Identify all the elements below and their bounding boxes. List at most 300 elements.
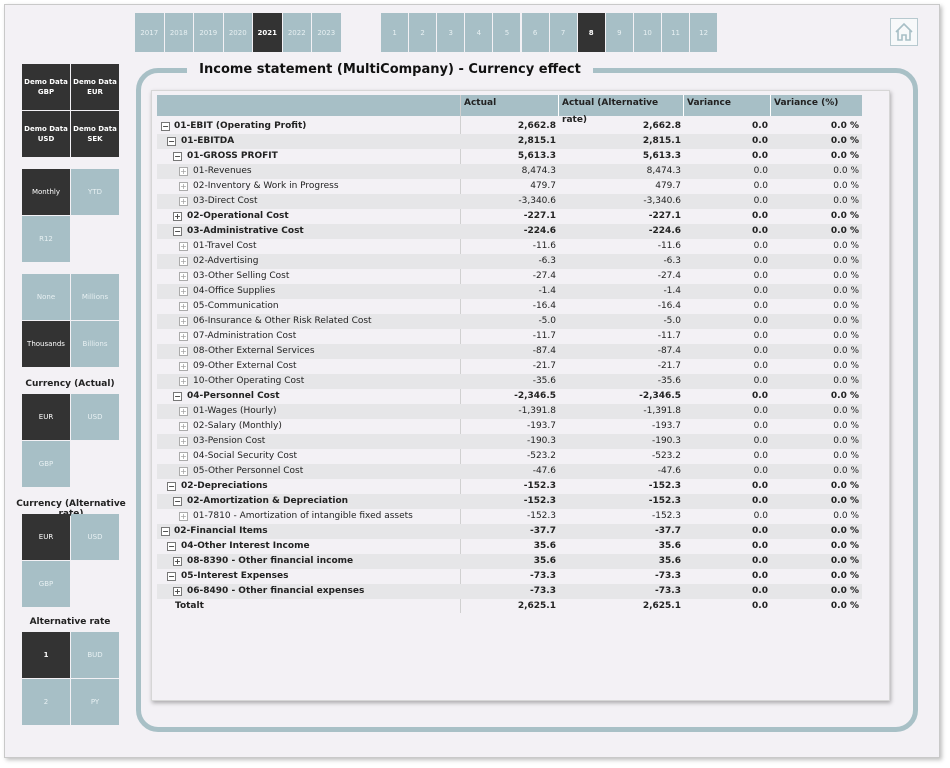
variance-pct-value: 0.0 % [830, 226, 859, 236]
scale-billions-tile[interactable] [71, 321, 119, 367]
alt-rate-1-tile[interactable] [22, 632, 70, 678]
month-label: 7 [560, 28, 566, 37]
row-label-cell [157, 254, 461, 269]
actual-value: -73.3 [530, 571, 556, 581]
row-label-cell [157, 524, 461, 539]
company-gbp-tile[interactable] [22, 64, 70, 110]
company-eur-line2: EUR [87, 88, 103, 96]
collapse-icon[interactable]: − [162, 122, 169, 131]
actual-value: -152.3 [523, 496, 556, 506]
company-usd-line2: USD [37, 135, 55, 143]
table-row [157, 314, 862, 329]
actual-alt-value: -523.2 [651, 451, 681, 461]
month-tile-2[interactable] [409, 13, 436, 52]
actual-value: -193.7 [526, 421, 556, 431]
expand-icon[interactable]: + [180, 287, 187, 296]
actual-value: -152.3 [523, 481, 556, 491]
company-eur-line1: Demo Data [73, 78, 117, 86]
actual-value: -16.4 [532, 301, 556, 311]
collapse-icon[interactable]: − [168, 542, 175, 551]
expand-icon[interactable]: + [180, 362, 187, 371]
variance-value: 0.0 [753, 196, 768, 206]
currency-actual-eur-tile[interactable] [22, 394, 70, 440]
month-tile-7[interactable] [550, 13, 577, 52]
row-label: 09-Other External Cost [193, 361, 297, 371]
actual-alt-value: -152.3 [651, 511, 681, 521]
year-tile-2019[interactable] [194, 13, 223, 52]
company-usd-tile[interactable] [22, 111, 70, 157]
row-label: 03-Pension Cost [193, 436, 266, 446]
row-label: 03-Other Selling Cost [193, 271, 290, 281]
expand-icon[interactable]: + [180, 317, 187, 326]
variance-value: 0.0 [752, 211, 768, 221]
variance-pct-value: 0.0 % [830, 556, 859, 566]
actual-value: -227.1 [523, 211, 556, 221]
month-label: 4 [476, 28, 482, 37]
row-label-cell [157, 269, 461, 284]
scale-none-label: None [36, 293, 56, 301]
year-tile-2022[interactable] [283, 13, 312, 52]
row-label: 01-Revenues [193, 166, 252, 176]
row-label-cell [157, 194, 461, 209]
alt-rate-2-tile[interactable] [22, 679, 70, 725]
table-row [157, 434, 862, 449]
period-ytd-label: YTD [88, 188, 102, 196]
row-label: 01-EBITDA [181, 136, 235, 146]
row-label-cell [157, 494, 461, 509]
row-label-cell [157, 599, 461, 614]
company-usd-line1: Demo Data [24, 125, 68, 133]
expand-icon[interactable]: + [180, 422, 187, 431]
row-label-cell [157, 149, 461, 164]
year-tile-2017[interactable] [135, 13, 164, 52]
row-label-cell [157, 119, 461, 134]
expand-icon[interactable]: + [180, 467, 187, 476]
month-tile-11[interactable] [662, 13, 689, 52]
actual-alt-value: 2,625.1 [642, 601, 681, 611]
month-tile-4[interactable] [465, 13, 492, 52]
variance-pct-value: 0.0 % [830, 481, 859, 491]
year-tile-2023[interactable] [312, 13, 341, 52]
expand-icon[interactable]: + [180, 272, 187, 281]
row-label-cell [157, 449, 461, 464]
actual-value: -6.3 [538, 256, 556, 266]
expand-icon[interactable]: + [180, 347, 187, 356]
column-header-label[interactable] [157, 95, 461, 116]
year-label: 2018 [169, 28, 188, 37]
company-gbp-line2: GBP [37, 88, 55, 96]
row-label: 07-Administration Cost [193, 331, 297, 341]
expand-icon[interactable]: + [180, 377, 187, 386]
currency-actual-eur-label: EUR [38, 413, 54, 421]
variance-pct-value: 0.0 % [833, 316, 859, 326]
alt-rate-2-label: 2 [43, 698, 49, 706]
month-tile-8[interactable] [578, 13, 605, 52]
actual-alt-value: -193.7 [651, 421, 681, 431]
actual-alt-value: 8,474.3 [646, 166, 681, 176]
currency-actual-label: Currency (Actual) [25, 379, 115, 389]
row-label-cell [157, 284, 461, 299]
actual-alt-value: -37.7 [655, 526, 681, 536]
row-label: 02-Salary (Monthly) [193, 421, 282, 431]
row-label: 05-Other Personnel Cost [193, 466, 304, 476]
currency-alt-gbp-tile[interactable] [22, 561, 70, 607]
row-label: 03-Direct Cost [193, 196, 258, 206]
year-label: 2021 [257, 28, 277, 37]
currency-alt-gbp-label: GBP [38, 580, 54, 588]
period-r12-label: R12 [39, 235, 53, 243]
table-row [157, 164, 862, 179]
variance-pct-value: 0.0 % [830, 121, 859, 131]
collapse-icon[interactable]: − [168, 482, 175, 491]
row-label-cell [157, 209, 461, 224]
expand-icon[interactable]: + [180, 452, 187, 461]
row-label-cell [157, 299, 461, 314]
row-label-cell [157, 404, 461, 419]
row-label: 06-Insurance & Other Risk Related Cost [193, 316, 372, 326]
variance-pct-value: 0.0 % [830, 211, 859, 221]
alt-rate-py-tile[interactable] [71, 679, 119, 725]
expand-icon[interactable]: + [180, 242, 187, 251]
row-label-cell [157, 554, 461, 569]
month-label: 8 [588, 28, 594, 37]
collapse-icon[interactable]: − [174, 392, 181, 401]
actual-alt-value: -5.0 [663, 316, 681, 326]
variance-value: 0.0 [753, 406, 768, 416]
company-eur-tile[interactable] [71, 64, 119, 110]
expand-icon[interactable]: + [180, 257, 187, 266]
variance-pct-value: 0.0 % [830, 541, 859, 551]
actual-alt-value: -227.1 [648, 211, 681, 221]
period-monthly-tile[interactable] [22, 169, 70, 215]
expand-icon[interactable]: + [174, 212, 181, 221]
period-r12-tile[interactable] [22, 216, 70, 262]
row-label: Totalt [175, 601, 204, 611]
actual-value: -37.7 [530, 526, 556, 536]
row-label-cell [157, 329, 461, 344]
variance-pct-value: 0.0 % [833, 511, 859, 521]
month-label: 2 [420, 28, 425, 37]
variance-pct-value: 0.0 % [833, 451, 859, 461]
row-label: 08-8390 - Other financial income [187, 556, 354, 566]
variance-pct-value: 0.0 % [830, 571, 859, 581]
variance-value: 0.0 [752, 571, 768, 581]
month-label: 3 [448, 28, 453, 37]
row-label: 06-8490 - Other financial expenses [187, 586, 365, 596]
row-label-cell [157, 179, 461, 194]
currency-alt-eur-tile[interactable] [22, 514, 70, 560]
variance-value: 0.0 [752, 601, 768, 611]
matrix-body [157, 119, 862, 614]
variance-value: 0.0 [752, 151, 768, 161]
variance-value: 0.0 [753, 241, 768, 251]
variance-value: 0.0 [753, 286, 768, 296]
row-label-cell [157, 374, 461, 389]
scale-thousands-label: Thousands [27, 340, 65, 348]
variance-pct-value: 0.0 % [833, 241, 859, 251]
actual-value: 35.6 [533, 541, 556, 551]
actual-alt-value: -1,391.8 [643, 406, 681, 416]
actual-value: 2,815.1 [517, 136, 556, 146]
period-ytd-tile[interactable] [71, 169, 119, 215]
row-label-cell [157, 389, 461, 404]
actual-alt-value: 5,613.3 [642, 151, 681, 161]
month-tile-1[interactable] [381, 13, 408, 52]
alt-rate-bud-label: BUD [87, 651, 103, 659]
variance-pct-value: 0.0 % [833, 331, 859, 341]
variance-value: 0.0 [752, 481, 768, 491]
row-label-cell [157, 419, 461, 434]
row-label: 02-Advertising [193, 256, 259, 266]
table-row [157, 299, 862, 314]
variance-value: 0.0 [753, 181, 768, 191]
row-label: 02-Operational Cost [187, 211, 289, 221]
month-tile-10[interactable] [634, 13, 661, 52]
home-icon [893, 21, 915, 43]
actual-alt-value: -21.7 [657, 361, 681, 371]
collapse-icon[interactable]: − [168, 572, 175, 581]
variance-value: 0.0 [753, 376, 768, 386]
variance-value: 0.0 [752, 121, 768, 131]
row-label: 04-Personnel Cost [187, 391, 280, 401]
year-tile-2021[interactable] [253, 13, 282, 52]
actual-value: -1,391.8 [518, 406, 556, 416]
variance-value: 0.0 [753, 436, 768, 446]
actual-value: 2,662.8 [517, 121, 556, 131]
actual-value: 35.6 [533, 556, 556, 566]
variance-value: 0.0 [752, 226, 768, 236]
table-row [157, 239, 862, 254]
variance-pct-value: 0.0 % [833, 436, 859, 446]
actual-alt-value: -47.6 [657, 466, 681, 476]
month-tile-3[interactable] [437, 13, 464, 52]
table-row [157, 449, 862, 464]
actual-value: -5.0 [538, 316, 556, 326]
table-row [157, 509, 862, 524]
row-label: 05-Interest Expenses [181, 571, 289, 581]
variance-pct-value: 0.0 % [830, 496, 859, 506]
company-sek-tile[interactable] [71, 111, 119, 157]
expand-icon[interactable]: + [180, 302, 187, 311]
row-label: 01-GROSS PROFIT [187, 151, 278, 161]
actual-alt-value: -6.3 [663, 256, 681, 266]
expand-icon[interactable]: + [174, 587, 181, 596]
actual-value: -35.6 [532, 376, 556, 386]
scale-none-tile[interactable] [22, 274, 70, 320]
variance-value: 0.0 [752, 541, 768, 551]
currency-actual-usd-tile[interactable] [71, 394, 119, 440]
expand-icon[interactable]: + [180, 182, 187, 191]
currency-alt-label: Currency (Alternative [16, 499, 126, 509]
row-label: 02-Depreciations [181, 481, 268, 491]
expand-icon[interactable]: + [180, 332, 187, 341]
row-label-cell [157, 314, 461, 329]
table-row [157, 464, 862, 479]
variance-value: 0.0 [753, 301, 768, 311]
actual-value: -87.4 [532, 346, 556, 356]
actual-alt-value: -87.4 [657, 346, 681, 356]
home-button[interactable] [890, 18, 918, 46]
variance-pct-value: 0.0 % [833, 256, 859, 266]
actual-value: -224.6 [523, 226, 556, 236]
actual-value: 5,613.3 [517, 151, 556, 161]
expand-icon[interactable]: + [180, 167, 187, 176]
actual-value: -73.3 [530, 586, 556, 596]
actual-alt-value: 2,815.1 [642, 136, 681, 146]
table-row [157, 224, 862, 239]
variance-pct-value: 0.0 % [833, 271, 859, 281]
variance-pct-value: 0.0 % [833, 166, 859, 176]
row-label: 01-7810 - Amortization of intangible fixed assets [193, 511, 413, 521]
row-label-cell [157, 239, 461, 254]
company-sek-line1: Demo Data [73, 125, 117, 133]
scale-millions-tile[interactable] [71, 274, 119, 320]
variance-pct-value: 0.0 % [833, 286, 859, 296]
alt-rate-label: Alternative rate [29, 617, 111, 627]
table-row [157, 269, 862, 284]
actual-value: -11.7 [532, 331, 556, 341]
year-tile-2020[interactable] [224, 13, 253, 52]
table-row [157, 479, 862, 494]
row-label-cell [157, 344, 461, 359]
row-label: 04-Office Supplies [193, 286, 276, 296]
month-label: 10 [642, 28, 652, 37]
row-label: 05-Communication [193, 301, 279, 311]
variance-value: 0.0 [752, 496, 768, 506]
variance-value: 0.0 [752, 556, 768, 566]
variance-pct-value: 0.0 % [833, 181, 859, 191]
table-row [157, 539, 862, 554]
collapse-icon[interactable]: − [162, 527, 169, 536]
variance-value: 0.0 [752, 586, 768, 596]
matrix-header [157, 95, 862, 125]
table-row [157, 209, 862, 224]
actual-alt-value: -3,340.6 [643, 196, 681, 206]
expand-icon[interactable]: + [174, 557, 181, 566]
variance-value: 0.0 [753, 271, 768, 281]
table-row [157, 584, 862, 599]
column-header-actual-alt[interactable]: Actual (Alternative rate) [559, 95, 684, 116]
collapse-icon[interactable]: − [174, 227, 181, 236]
row-label-cell [157, 224, 461, 239]
actual-value: -21.7 [532, 361, 556, 371]
year-label: 2022 [287, 28, 306, 37]
collapse-icon[interactable]: − [174, 152, 181, 161]
actual-value: -3,340.6 [518, 196, 556, 206]
expand-icon[interactable]: + [180, 512, 187, 521]
actual-alt-value: 35.6 [658, 541, 681, 551]
variance-value: 0.0 [752, 136, 768, 146]
table-row [157, 419, 862, 434]
table-row [157, 494, 862, 509]
actual-alt-value: -11.7 [657, 331, 681, 341]
variance-value: 0.0 [752, 391, 768, 401]
actual-value: 479.7 [530, 181, 556, 191]
variance-pct-value: 0.0 % [833, 196, 859, 206]
table-row [157, 374, 862, 389]
row-label-cell [157, 164, 461, 179]
column-header-actual[interactable]: Actual [461, 95, 559, 116]
expand-icon[interactable]: + [180, 407, 187, 416]
actual-value: -11.6 [532, 241, 556, 251]
actual-alt-value: -152.3 [648, 481, 681, 491]
actual-alt-value: -11.6 [657, 241, 681, 251]
actual-value: -152.3 [526, 511, 556, 521]
actual-value: -2,346.5 [514, 391, 556, 401]
actual-value: -190.3 [526, 436, 556, 446]
table-row [157, 149, 862, 164]
row-label-cell [157, 479, 461, 494]
year-label: 2019 [199, 28, 218, 37]
month-tile-9[interactable] [606, 13, 633, 52]
month-label: 9 [617, 28, 622, 37]
variance-pct-value: 0.0 % [833, 406, 859, 416]
scale-millions-label: Millions [81, 293, 109, 301]
actual-value: -27.4 [532, 271, 556, 281]
month-tile-5[interactable] [493, 13, 520, 52]
month-tile-6[interactable] [522, 13, 549, 52]
actual-alt-value: -152.3 [648, 496, 681, 506]
table-row [157, 389, 862, 404]
variance-value: 0.0 [753, 256, 768, 266]
expand-icon[interactable]: + [180, 197, 187, 206]
variance-value: 0.0 [753, 316, 768, 326]
scale-billions-label: Billions [82, 340, 108, 348]
alt-rate-bud-tile[interactable] [71, 632, 119, 678]
year-tile-2018[interactable] [165, 13, 194, 52]
actual-alt-value: 479.7 [655, 181, 681, 191]
column-header-variance[interactable]: Variance [684, 95, 771, 116]
row-label-cell [157, 464, 461, 479]
collapse-icon[interactable]: − [168, 137, 175, 146]
column-header-variance-pct[interactable]: Variance (%) [774, 98, 839, 108]
row-label-cell [157, 359, 461, 374]
year-label: 2023 [317, 28, 336, 37]
variance-pct-value: 0.0 % [830, 136, 859, 146]
month-tile-12[interactable] [690, 13, 717, 52]
scale-thousands-tile[interactable] [22, 321, 70, 367]
table-row [157, 344, 862, 359]
actual-alt-value: -2,346.5 [639, 391, 681, 401]
table-row [157, 194, 862, 209]
currency-alt-eur-label: EUR [38, 533, 54, 541]
variance-value: 0.0 [753, 361, 768, 371]
row-label: 10-Other Operating Cost [193, 376, 305, 386]
expand-icon[interactable]: + [180, 437, 187, 446]
variance-pct-value: 0.0 % [830, 601, 859, 611]
table-row [157, 134, 862, 149]
currency-alt-usd-label: USD [87, 533, 103, 541]
row-label: 02-Inventory & Work in Progress [193, 181, 339, 191]
year-label: 2020 [228, 28, 247, 37]
table-row [157, 554, 862, 569]
variance-pct-value: 0.0 % [833, 361, 859, 371]
alt-rate-1-label: 1 [43, 651, 49, 659]
currency-actual-gbp-tile[interactable] [22, 441, 70, 487]
actual-alt-value: -190.3 [651, 436, 681, 446]
variance-pct-value: 0.0 % [830, 391, 859, 401]
month-label: 1 [392, 28, 397, 37]
table-row [157, 404, 862, 419]
collapse-icon[interactable]: − [174, 497, 181, 506]
actual-value: -1.4 [538, 286, 556, 296]
currency-actual-usd-label: USD [87, 413, 103, 421]
report-title: Income statement (MultiCompany) - Currency effect [199, 62, 581, 77]
row-label: 02-Financial Items [174, 526, 268, 536]
currency-alt-usd-tile[interactable] [71, 514, 119, 560]
row-label-cell [157, 509, 461, 524]
variance-pct-value: 0.0 % [833, 376, 859, 386]
